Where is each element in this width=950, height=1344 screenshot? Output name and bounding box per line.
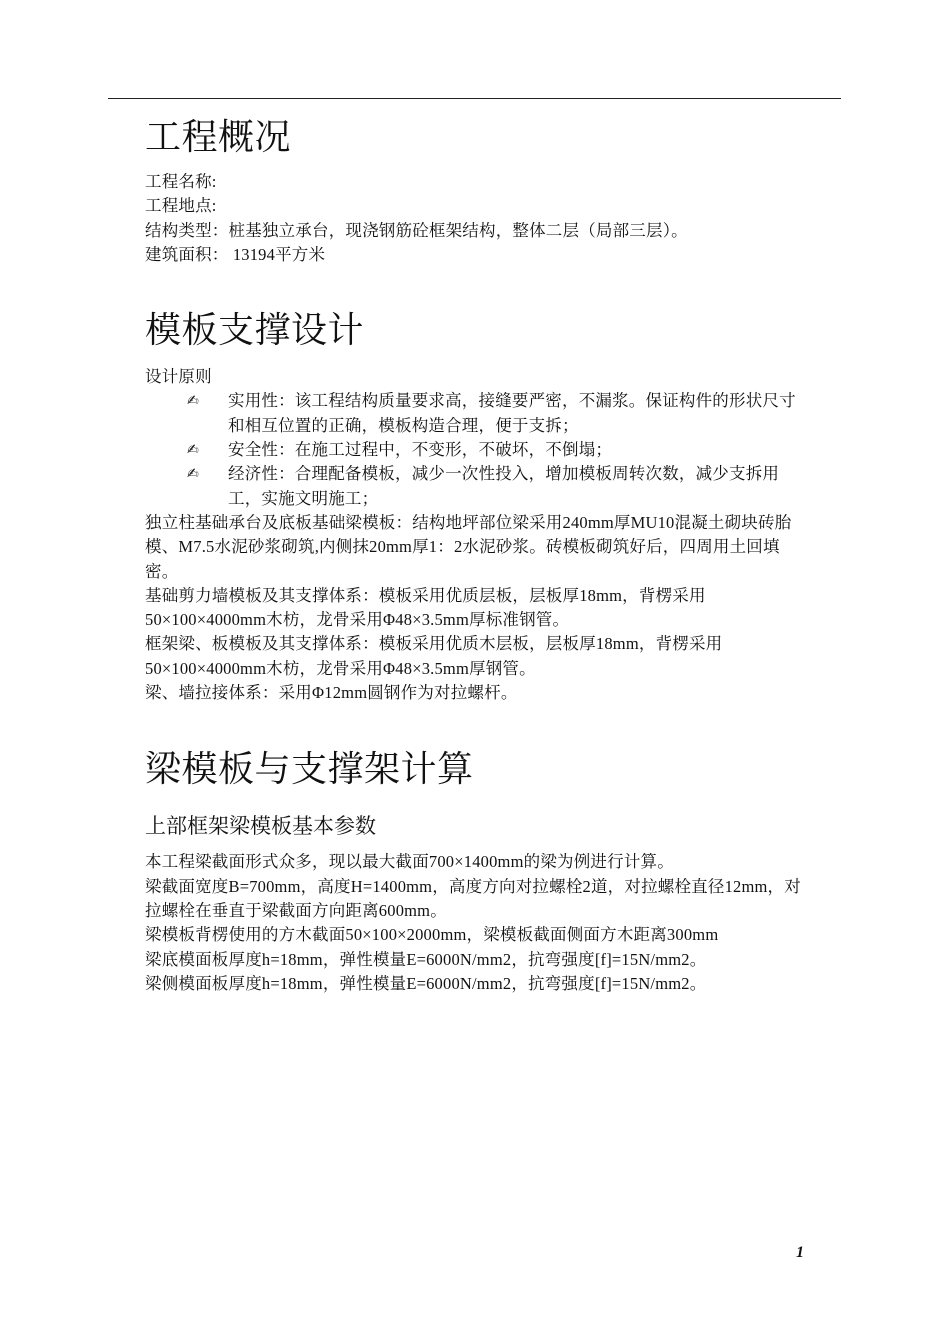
paragraph-tie-system: 梁、墙拉接体系：采用Φ12mm圆钢作为对拉螺杆。 [145,683,518,703]
paragraph-shear-wall-formwork: 基础剪力墙模板及其支撑体系：模板采用优质层板，层板厚18mm，背楞采用50×100×4000mm木枋，龙骨采用Φ48×3.5mm厚标准钢管。 [145,585,706,630]
paragraph-bottom-panel: 梁底模面板厚度h=18mm，弹性模量E=6000N/mm2，抗弯强度[f]=15N/mm2。 [145,949,707,969]
project-location-line: 工程地点: [145,196,217,216]
paragraph-beam-section: 梁截面宽度B=700mm，高度H=1400mm，高度方向对拉螺栓2道，对拉螺栓直径12mm，对拉螺栓在垂直于梁截面方向距离600mm。 [145,876,801,920]
formwork-design-body [145,365,810,705]
paragraph-calc-example: 本工程梁截面形式众多，现以最大截面700×1400mm的梁为例进行计算。 [145,852,674,872]
list-item [145,462,810,511]
list-item-text: 实用性：该工程结构质量要求高，接缝要严密，不漏浆。保证构件的形状尺寸和相互位置的正确，模板构造合理，便于支拆； [228,391,796,435]
section-title-project-overview: 工程概况 [145,117,292,158]
list-item-text: 经济性：合理配备模板，减少一次性投入，增加模板周转次数，减少支拆用工，实施文明施工； [228,464,780,508]
pen-bullet-icon: ✍ [187,442,199,459]
project-overview-body [145,170,810,267]
paragraph-frame-beam-formwork: 框架梁、板模板及其支撑体系：模板采用优质木层板，层板厚18mm，背楞采用50×100×4000mm木枋，龙骨采用Φ48×3.5mm厚钢管。 [145,634,723,678]
design-principle-list [145,389,810,510]
pen-bullet-icon: ✍ [187,466,199,483]
list-item [145,389,810,438]
page-number: 1 [796,1244,804,1261]
pen-bullet-icon: ✍ [187,393,199,410]
header-rule [108,98,841,99]
list-item-text: 安全性：在施工过程中，不变形，不破坏，不倒塌； [228,440,613,460]
document-body [145,112,810,996]
structure-type-line: 结构类型：桩基独立承台，现浇钢筋砼框架结构，整体二层（局部三层）。 [145,220,688,240]
paragraph-foundation-formwork: 独立柱基础承台及底板基础梁模板：结构地坪部位梁采用240mm厚MU10混凝土砌块砖胎模、M7.5水泥砂浆砌筑,内侧抹20mm厚1：2水泥砂浆。砖模板砌筑好后，四周用土回填密。 [145,512,792,581]
section-title-formwork-design: 模板支撑设计 [145,310,365,352]
subsection-title-beam-parameters: 上部框架梁模板基本参数 [145,814,376,839]
beam-parameters-body [145,850,810,996]
paragraph-back-ridge: 梁模板背楞使用的方木截面50×100×2000mm，梁模板截面侧面方木距离300mm [145,925,719,945]
section-title-beam-calculation: 梁模板与支撑架计算 [145,749,474,791]
building-area-line: 建筑面积： 13194平方米 [145,244,326,264]
list-item [145,438,810,462]
design-principle-label: 设计原则 [145,367,212,387]
project-name-line: 工程名称: [145,172,217,191]
paragraph-side-panel: 梁侧模面板厚度h=18mm，弹性模量E=6000N/mm2，抗弯强度[f]=15N/mm2。 [145,973,707,993]
